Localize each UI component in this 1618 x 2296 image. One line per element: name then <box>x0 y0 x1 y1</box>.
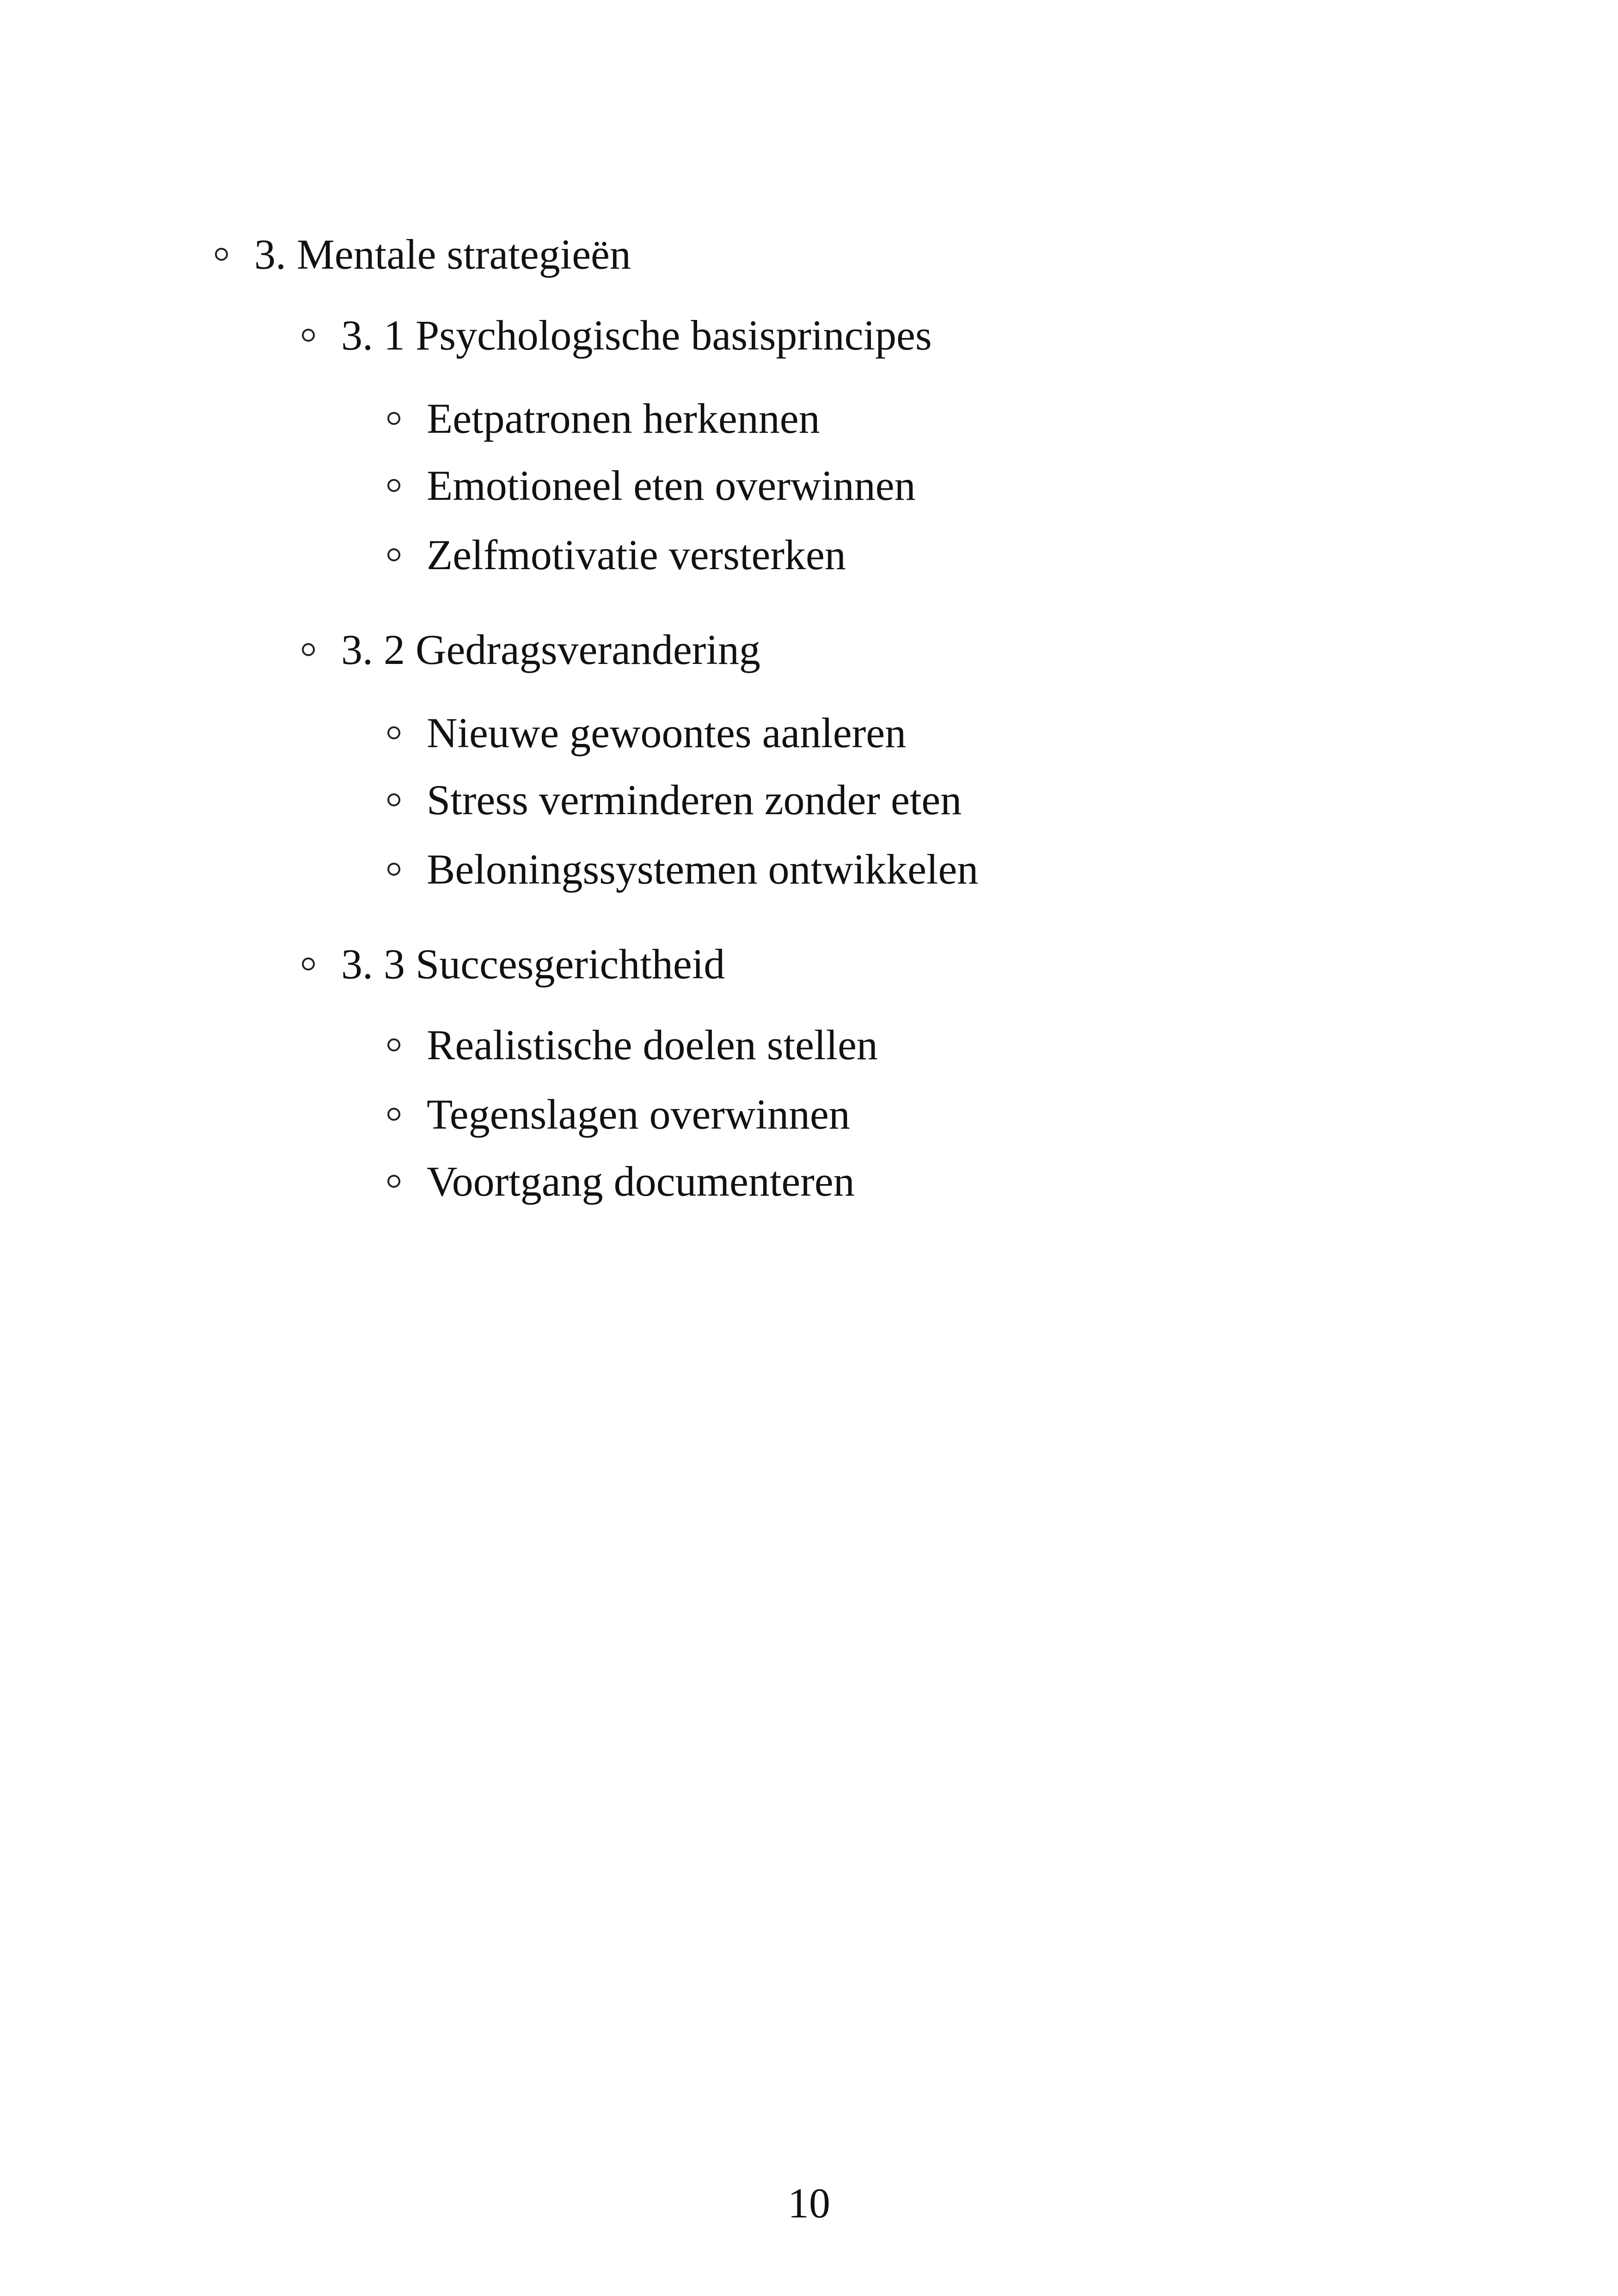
list-item-text: Beloningssystemen ontwikkelen <box>427 846 979 893</box>
circle-bullet-icon <box>302 643 315 656</box>
list-item-text: Nieuwe gewoontes aanleren <box>427 709 907 756</box>
list-item-text: Stress verminderen zonder eten <box>427 776 962 823</box>
list-item-text: Tegenslagen overwinnen <box>427 1091 850 1138</box>
list-item-text: Emotioneel eten overwinnen <box>427 462 916 509</box>
circle-bullet-icon <box>387 863 400 876</box>
section-heading-text: 3. 1 Psychologische basisprincipes <box>341 312 932 359</box>
outline-heading-text: 3. Mentale strategieën <box>254 231 631 278</box>
list-item-text: Realistische doelen stellen <box>427 1021 878 1068</box>
circle-bullet-icon <box>302 329 315 342</box>
list-item-text: Voortgang documenteren <box>427 1158 855 1205</box>
circle-bullet-icon <box>387 1038 400 1051</box>
circle-bullet-icon <box>387 412 400 425</box>
page-number: 10 <box>788 2179 830 2227</box>
circle-bullet-icon <box>387 479 400 492</box>
section-heading-text: 3. 2 Gedragsverandering <box>341 626 760 673</box>
circle-bullet-icon <box>302 958 315 970</box>
circle-bullet-icon <box>387 1175 400 1188</box>
circle-bullet-icon <box>387 548 400 561</box>
list-item-text: Eetpatronen herkennen <box>427 395 820 442</box>
circle-bullet-icon <box>387 1108 400 1121</box>
section-heading-text: 3. 3 Succesgerichtheid <box>341 940 725 988</box>
circle-bullet-icon <box>387 793 400 806</box>
circle-bullet-icon <box>387 726 400 739</box>
list-item-text: Zelfmotivatie versterken <box>427 531 846 578</box>
circle-bullet-icon <box>215 248 228 261</box>
